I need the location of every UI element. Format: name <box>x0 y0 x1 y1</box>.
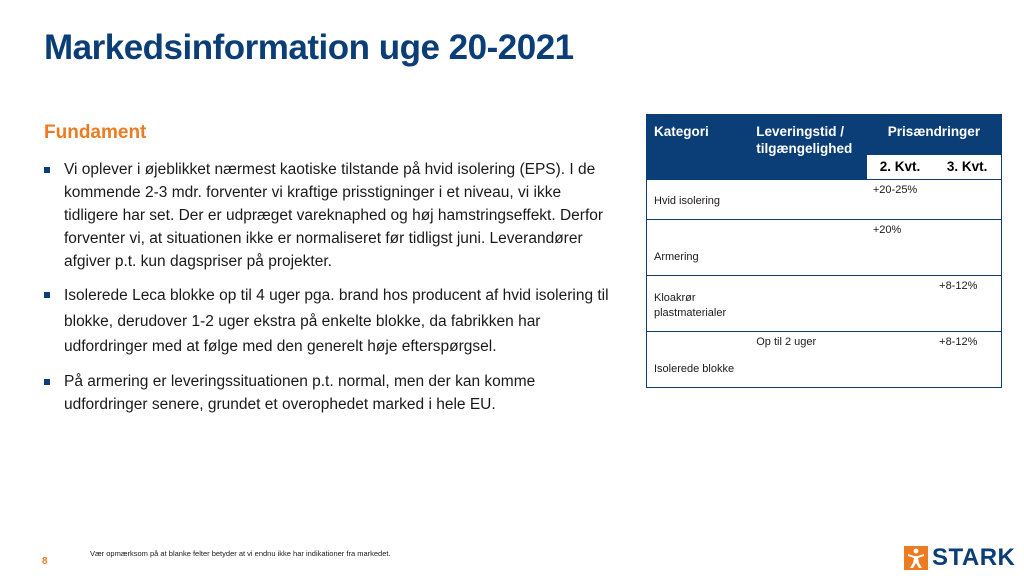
header-q2: 2. Kvt. <box>867 155 933 180</box>
cell-leveringstid <box>750 219 867 275</box>
section-heading: Fundament <box>44 122 147 143</box>
bullet-item: Isolerede Leca blokke op til 4 uger pga. brand hos producent af hvid isolering til blokke, derudover 1-2 uger ekstra på enkelte blokke, da fabrikken har udfordringer med at følge med den generelt høje efterspørgsel. <box>44 283 614 360</box>
header-leveringstid: Leveringstid / tilgængelighed <box>750 115 867 180</box>
cell-q2: +20% <box>867 219 933 275</box>
cell-kategori: Armering <box>647 219 751 275</box>
market-table <box>646 114 1002 388</box>
logo-text: STARK <box>932 544 1016 571</box>
cell-leveringstid: Op til 2 uger <box>750 331 867 387</box>
footnote: Vær opmærksom på at blanke felter betyder at vi endnu ikke har indikationer fra markedet. <box>90 549 391 558</box>
cell-kategori: Hvid isolering <box>647 179 751 219</box>
cell-q3: +8-12% <box>933 331 1001 387</box>
cell-leveringstid <box>750 179 867 219</box>
bullet-item: På armering er leveringssituationen p.t. normal, men der kan komme udfordringer senere, grundet et overophedet marked i hele EU. <box>44 370 614 416</box>
bullet-item: Vi oplever i øjeblikket nærmest kaotiske tilstande på hvid isolering (EPS). I de kommende 2-3 mdr. forventer vi kraftige prisstigninger i et niveau, vi ikke tidligere har set. Der er udpræget vareknaphed og høj hamstringseffekt. Derfor forventer vi, at situationen ikke er normaliseret før tidligst juni. Leverandører afgiver p.t. kun dagspriser på projekter. <box>44 158 614 273</box>
cell-q2: +20-25% <box>867 179 933 219</box>
header-prisaendringer: Prisændringer <box>867 115 1002 155</box>
cell-q3: +8-12% <box>933 275 1001 331</box>
bullet-list <box>44 158 614 426</box>
cell-leveringstid <box>750 275 867 331</box>
cell-q3 <box>933 179 1001 219</box>
page-number: 8 <box>42 556 48 567</box>
cell-q2 <box>867 275 933 331</box>
table-row <box>647 219 1002 275</box>
table-row <box>647 275 1002 331</box>
stark-logo-icon <box>904 546 928 570</box>
cell-q3 <box>933 219 1001 275</box>
cell-q2 <box>867 331 933 387</box>
header-kategori: Kategori <box>647 115 751 180</box>
header-q3: 3. Kvt. <box>933 155 1001 180</box>
stark-logo <box>904 545 1015 571</box>
cell-kategori: Isolerede blokke <box>647 331 751 387</box>
cell-kategori: Kloakrør plastmaterialer <box>647 275 751 331</box>
table-row <box>647 179 1002 219</box>
page-title: Markedsinformation uge 20-2021 <box>44 28 574 67</box>
table-row <box>647 331 1002 387</box>
